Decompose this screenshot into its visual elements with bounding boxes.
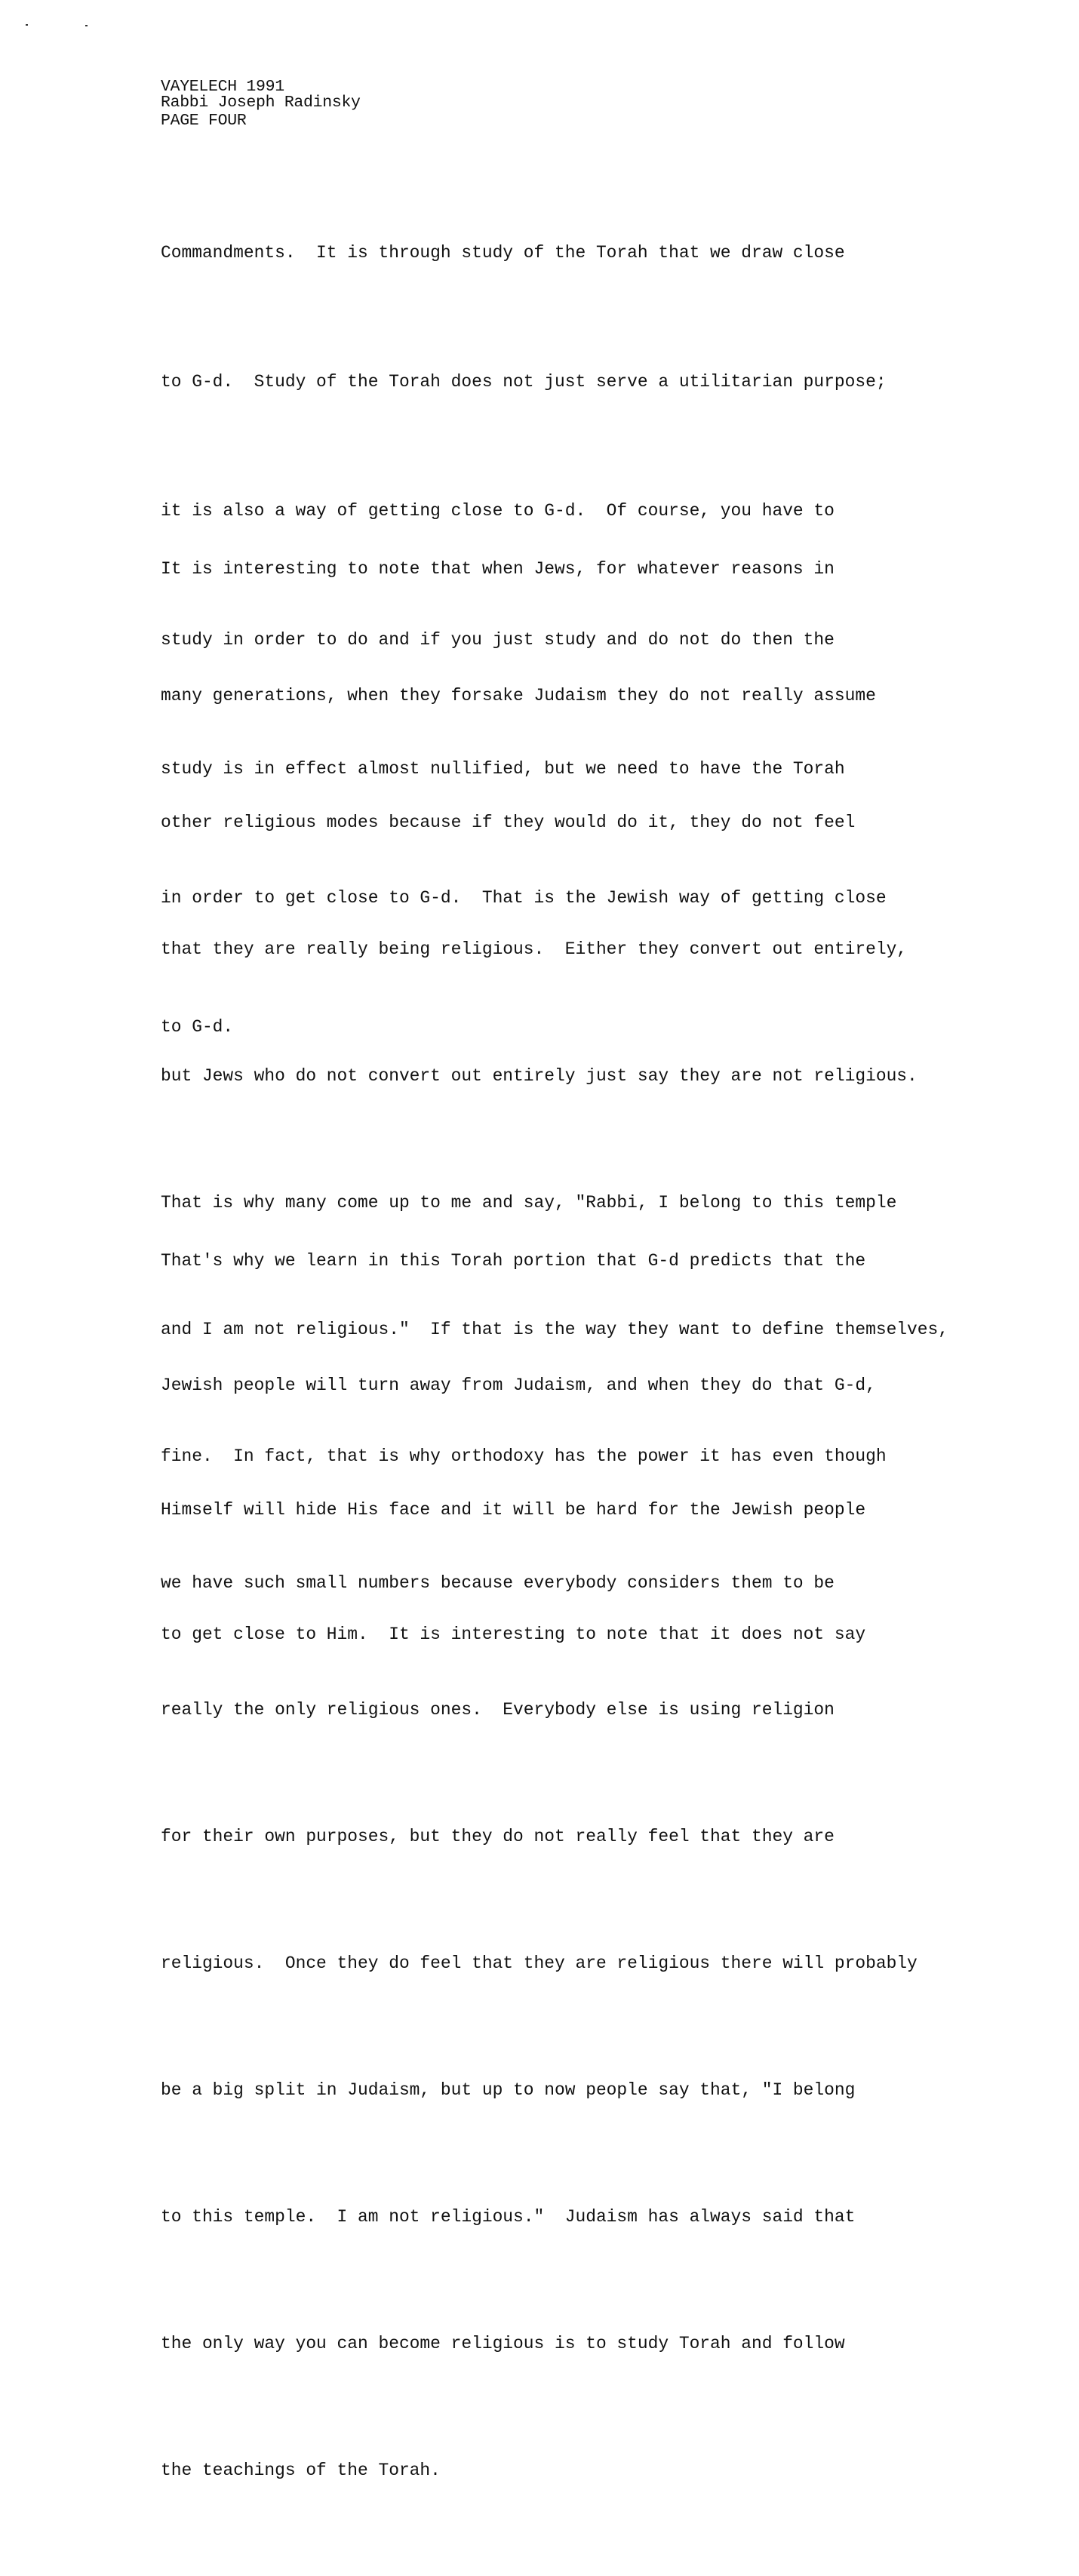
text-line: other religious modes because if they would do it, they do not feel bbox=[161, 813, 856, 832]
text-line: the only way you can become religious is to study Torah and follow bbox=[161, 2334, 845, 2353]
author-name: Rabbi Joseph Radinsky bbox=[161, 94, 361, 112]
text-line: for their own purposes, but they do not really feel that they are bbox=[161, 1827, 835, 1846]
text-line: That is why many come up to me and say, "Rabbi, I belong to this temple bbox=[161, 1193, 897, 1213]
text-line: to G-d. bbox=[161, 1017, 234, 1037]
text-line: be a big split in Judaism, but up to now people say that, "I belong bbox=[161, 2080, 856, 2100]
text-line: to get close to Him. It is interesting to note that it does not say bbox=[161, 1625, 866, 1644]
page-label: PAGE FOUR bbox=[161, 112, 247, 130]
text-line: it is also a way of getting close to G-d. Of course, you have to bbox=[161, 501, 835, 521]
text-line: and I am not religious." If that is the way they want to define themselves, bbox=[161, 1320, 948, 1339]
text-line: religious. Once they do feel that they are religious there will probably bbox=[161, 1954, 918, 1973]
text-line: Himself will hide His face and it will be hard for the Jewish people bbox=[161, 1500, 866, 1520]
text-line: study is in effect almost nullified, but we need to have the Torah bbox=[161, 759, 845, 779]
text-line: It is interesting to note that when Jews, for whatever reasons in bbox=[161, 559, 835, 579]
text-line: study in order to do and if you just study and do not do then the bbox=[161, 630, 835, 650]
text-line: many generations, when they forsake Judaism they do not really assume bbox=[161, 686, 876, 705]
text-line: fine. In fact, that is why orthodoxy has the power it has even though bbox=[161, 1446, 887, 1466]
text-line: really the only religious ones. Everybody else is using religion bbox=[161, 1700, 835, 1720]
text-line: to this temple. I am not religious." Judaism has always said that bbox=[161, 2207, 856, 2227]
paragraph bbox=[161, 1157, 876, 1738]
text-line: Commandments. It is through study of the Torah that we draw close bbox=[161, 243, 845, 263]
text-line: That's why we learn in this Torah portion that G-d predicts that the bbox=[161, 1251, 866, 1271]
text-line: but Jews who do not convert out entirely just say they are not religious. bbox=[161, 1066, 918, 1086]
text-line: to G-d. Study of the Torah does not just serve a utilitarian purpose; bbox=[161, 372, 887, 392]
text-line: we have such small numbers because everybody considers them to be bbox=[161, 1573, 835, 1593]
text-line: the teachings of the Torah. bbox=[161, 2461, 441, 2480]
text-line: in order to get close to G-d. That is the Jewish way of getting close bbox=[161, 888, 887, 908]
text-line: Jewish people will turn away from Judaism, and when they do that G-d, bbox=[161, 1376, 876, 1395]
sermon-title: VAYELECH 1991 bbox=[161, 78, 284, 96]
text-line: that they are really being religious. Either they convert out entirely, bbox=[161, 939, 908, 959]
scan-speck bbox=[85, 25, 88, 26]
scan-speck bbox=[26, 24, 28, 26]
